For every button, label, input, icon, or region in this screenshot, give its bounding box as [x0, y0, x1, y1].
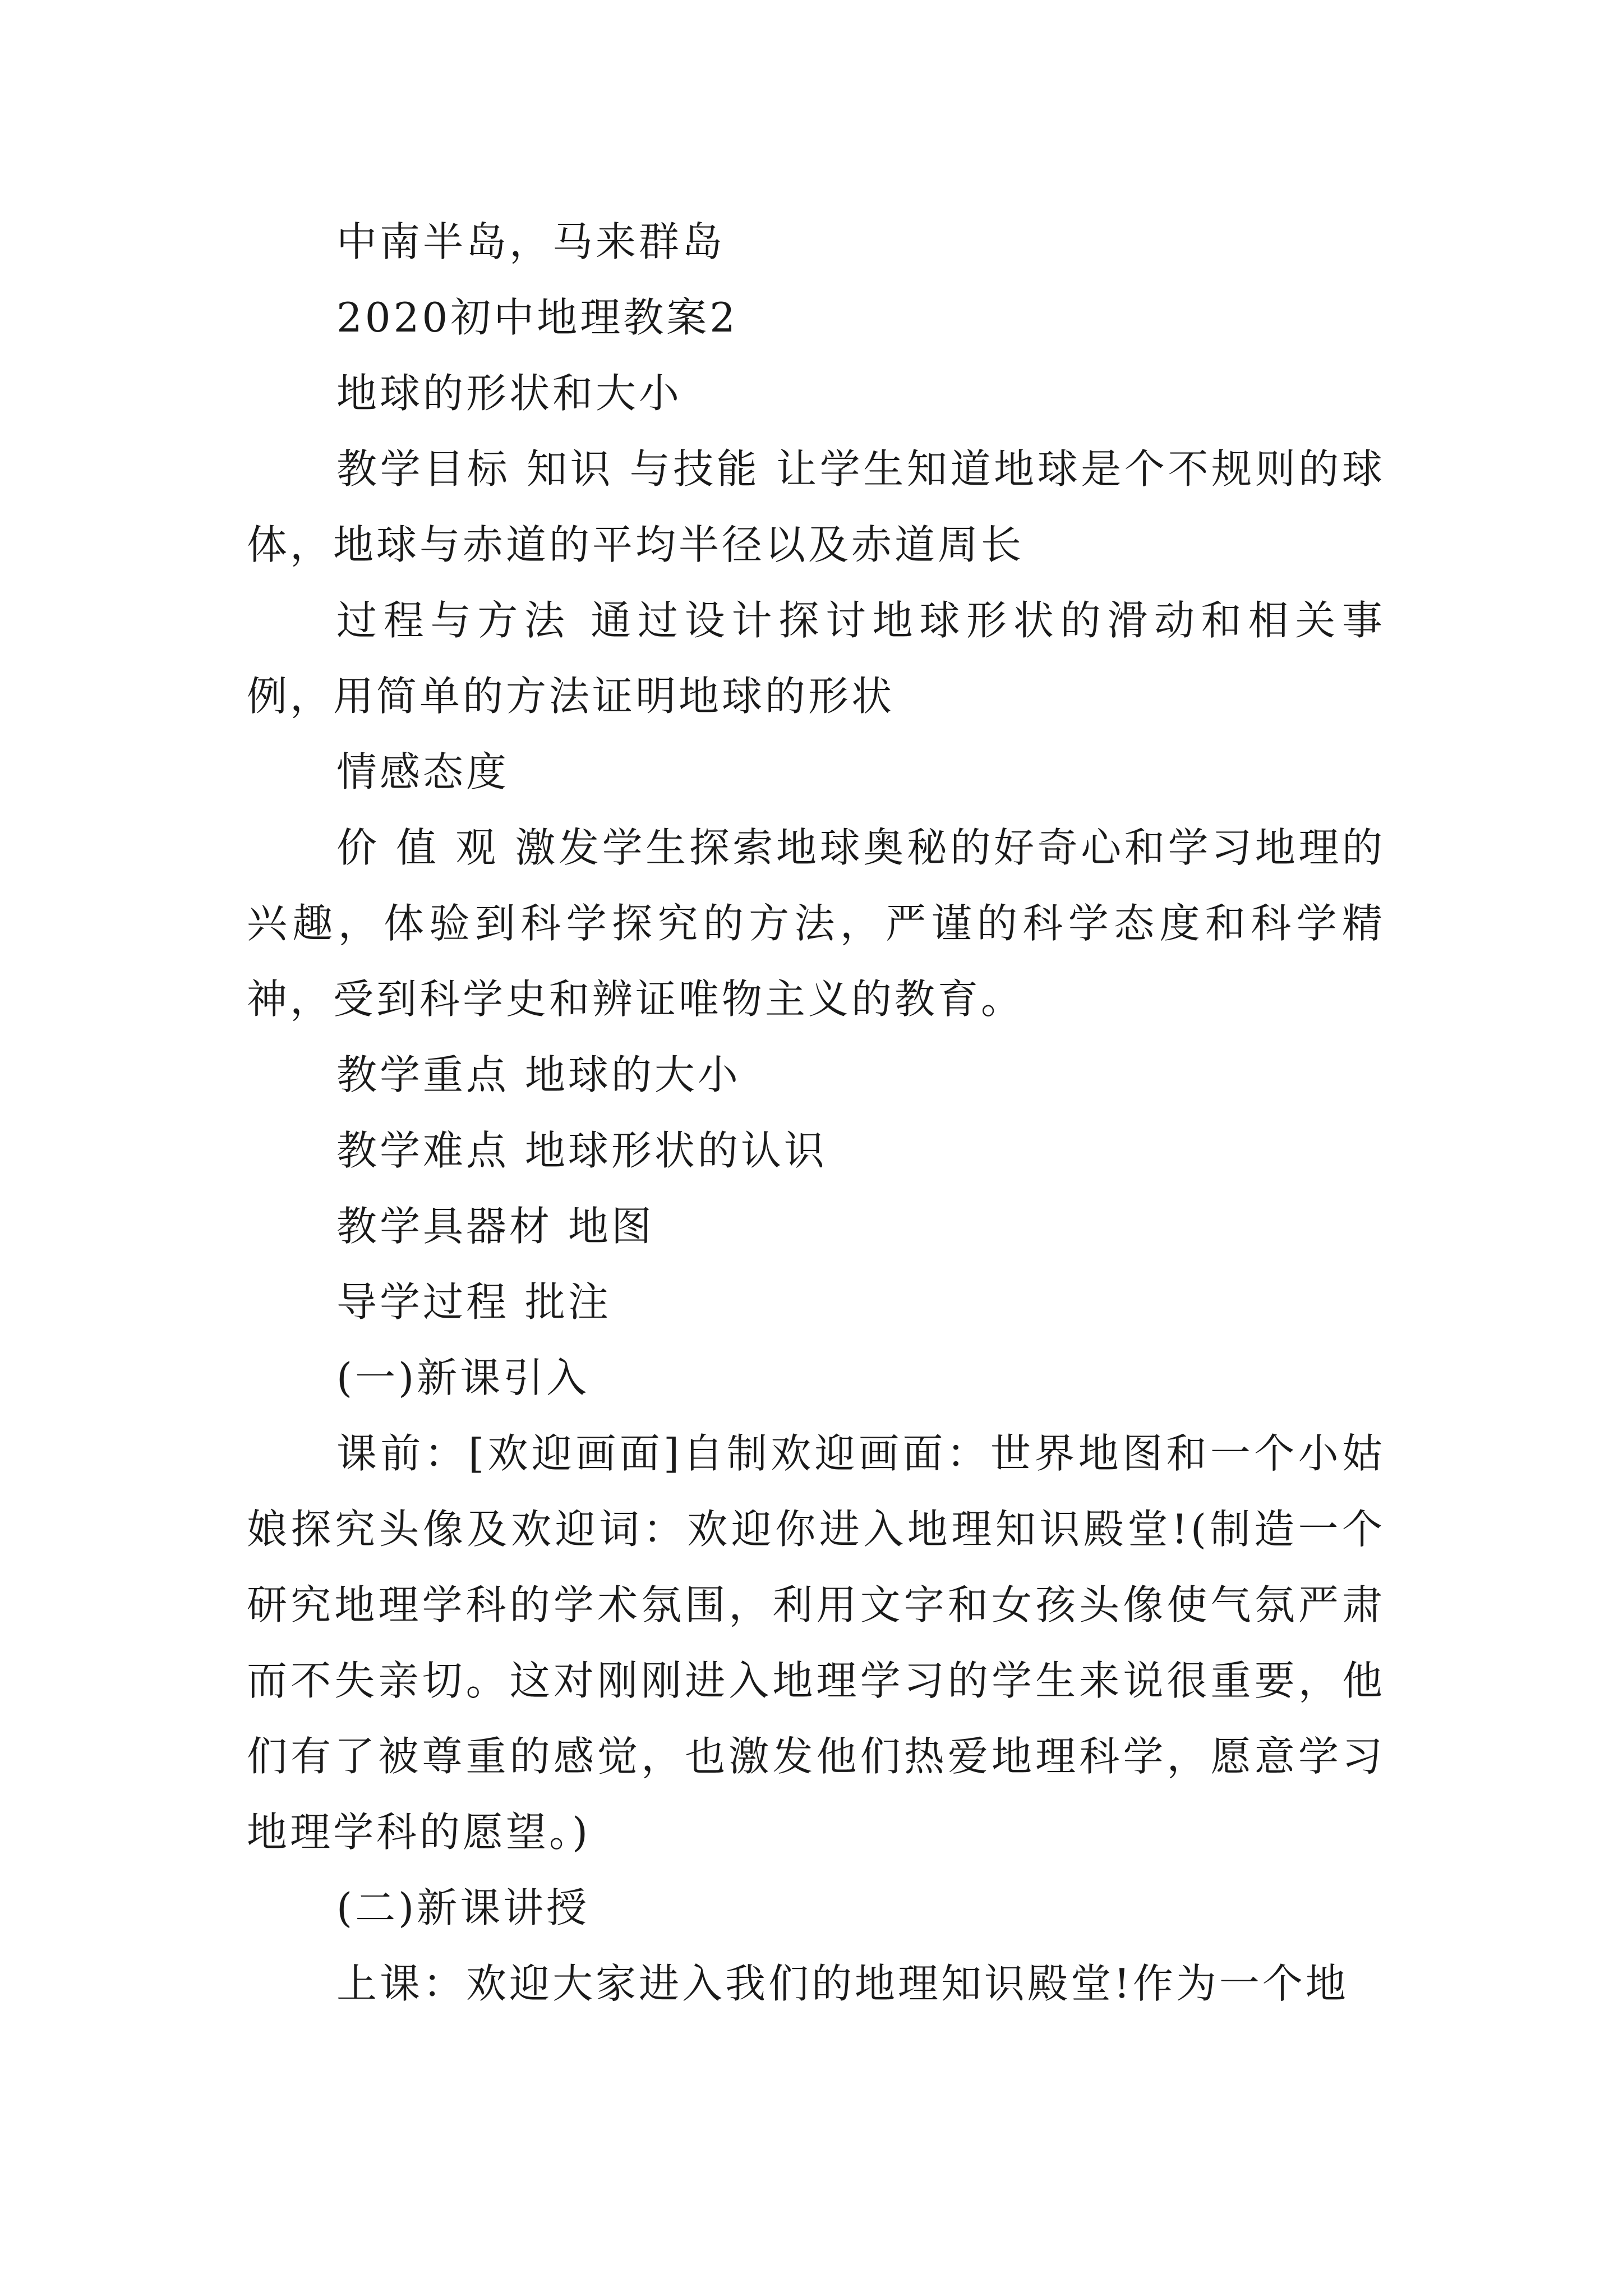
- paragraph-process-notes: 导学过程 批注: [336, 1278, 611, 1326]
- paragraph-new-lesson-intro: (一)新课引入: [336, 1354, 590, 1401]
- paragraph-line: 2020初中地理教案2: [336, 294, 739, 341]
- paragraph-in-class: 上课：欢迎大家进入我们的地理知识殿堂!作为一个地: [336, 1960, 1349, 2007]
- paragraph-emotion-attitude: 情感态度: [336, 748, 510, 795]
- section-heading: 地球的形状和大小: [336, 370, 683, 417]
- paragraph-new-lesson-teach: (二)新课讲授: [336, 1884, 590, 1931]
- paragraph-teaching-goals: 教学目标 知识 与技能 让学生知道地球是个不规则的球体，地球与赤道的平均半径以及赤道周长: [247, 445, 1385, 568]
- paragraph-materials: 教学具器材 地图: [336, 1203, 654, 1250]
- paragraph-values: 价 值 观 激发学生探索地球奥秘的好奇心和学习地理的兴趣，体验到科学探究的方法，严谨的科学态度和科学精神，受到科学史和辨证唯物主义的教育。: [247, 824, 1385, 1023]
- paragraph-key-point: 教学重点 地球的大小: [336, 1051, 741, 1098]
- paragraph-process-method: 过程与方法 通过设计探讨地球形状的滑动和相关事例，用简单的方法证明地球的形状: [247, 597, 1385, 720]
- paragraph-line: 中南半岛，马来群岛: [336, 218, 726, 265]
- paragraph-difficulty: 教学难点 地球形状的认识: [336, 1127, 827, 1174]
- document-body: [247, 204, 1385, 2022]
- paragraph-before-class: 课前：[欢迎画面]自制欢迎画面：世界地图和一个小姑娘探究头像及欢迎词：欢迎你进入地理知识殿堂!(制造一个研究地理学科的学术氛围，利用文字和女孩头像使气氛严肃而不失亲切。这对刚刚进入地理学习的学生来说很重要，他们有了被尊重的感觉，也激发他们热爱地理科学，愿意学习地理学科的愿望。): [247, 1430, 1385, 1856]
